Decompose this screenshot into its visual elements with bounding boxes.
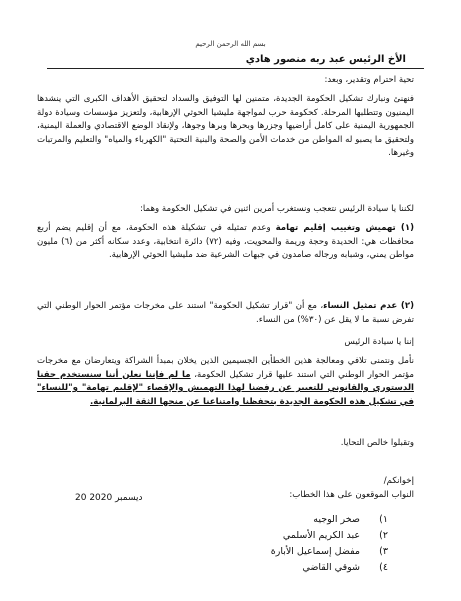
signer-3 <box>271 546 388 557</box>
greeting: تحية احترام وتقدير، وبعد: <box>324 75 414 85</box>
objection-2 <box>37 300 414 327</box>
signers-title: النواب الموقعون على هذا الخطاب: <box>289 490 414 500</box>
recipient-title: الأخ الرئيس عبد ربه منصور هادي <box>245 54 406 65</box>
signer-number: ٢) <box>379 530 388 541</box>
signer-name: عبد الكريم الأسلمي <box>282 530 360 541</box>
signer-2 <box>283 530 388 541</box>
objection-1-lead: (١) تهميش وتغييب إقليم تهامة <box>275 223 414 233</box>
signer-number: ١) <box>379 514 388 525</box>
signer-name: شوقي القاضي <box>302 562 360 573</box>
signer-4 <box>302 562 388 573</box>
signer-name: صخر الوجيه <box>313 514 360 525</box>
objection-1 <box>37 222 414 263</box>
signer-name: مفضل إسماعيل الأبارة <box>270 546 360 557</box>
brothers-label: إخوانكم/ <box>383 476 414 486</box>
letter-date: 20 ديسمبر 2020 <box>75 493 143 503</box>
basmala: بسم الله الرحمن الرحيم <box>195 40 266 48</box>
objection-2-text: ، مع أن "قرار تشكيل الحكومة" استند على مخرجات مؤتمر الحوار الوطني التي تفرض نسبة ما لا يقل عن (٣٠%) من النساء. <box>37 301 414 325</box>
paragraph-objections-intro: لكننا يا سيادة الرئيس نتعجب ونستغرب أمرين اثنين في تشكيل الحكومة وهما: <box>139 204 414 214</box>
paragraph-address: إننا يا سيادة الرئيس <box>344 337 414 347</box>
demand-warning: ما لم فإننا نعلن أننا سنستخدم حقنا الدستوري والقانوني للتعبير عن رفضنا لهذا التهميش والإقصاء "لإقليم تهامة" و"للنساء" في تشكيل هذه الحكومة الجديدة بتحفظنا وامتناعنا عن منحها الثقة البرلمانية. <box>37 369 414 407</box>
signer-number: ٣) <box>379 546 388 557</box>
paragraph-demand <box>37 355 414 409</box>
paragraph-congratulations: فنهنئ ونبارك تشكيل الحكومة الجديدة، متمنين لها التوفيق والسداد لتحقيق الأهداف الكبرى التي ينشدها اليمنيون وتتطلبها المرحلة. كحكومة حرب لمواجهة مليشيا الحوثي الإرهابية، ولتعزيز مؤسسات وسيادة دولة الجمهورية اليمنية على كامل أراضيها وجزرها وبحرها وبرها وجوها، ولإنقاذ الوضع الاقتصادي والعملة اليمنية، ولتحقيق ما يصبو له المواطن من خدمات الأمن والصحة والبنية التحتية "الكهرباء والمياه" والتعليم والمرتبات وغيرها. <box>37 94 414 158</box>
objection-1-text: وعدم تمثيله في تشكيلة هذه الحكومة، مع أن إقليم يضم أربع محافظات هي: الحديدة وحجة وريمة والمحويت، وفيه (٧٢) دائرة انتخابية، وعدد سكانه أكثر من (٦) مليون مواطن يمني، وشبابه ورجاله صامدون في جبهات الشرعية ضد مليشيا الحوثي الإرهابية. <box>37 223 414 260</box>
closing: وتقبلوا خالص التحايا. <box>340 438 414 448</box>
header-divider <box>47 68 424 69</box>
objection-2-lead: (٢) عدم تمثيل النساء <box>323 301 415 311</box>
demand-text: نأمل ونتمنى تلافي ومعالجة هذين الخطأين الجسيمين الذين يخلان بمبدأ الشراكة ويتعارضان مع مخرجات مؤتمر الحوار الوطني التي استند عليها قرار تشكيل الحكومة، <box>37 356 415 380</box>
signer-1 <box>313 514 388 525</box>
signer-number: ٤) <box>379 562 388 573</box>
